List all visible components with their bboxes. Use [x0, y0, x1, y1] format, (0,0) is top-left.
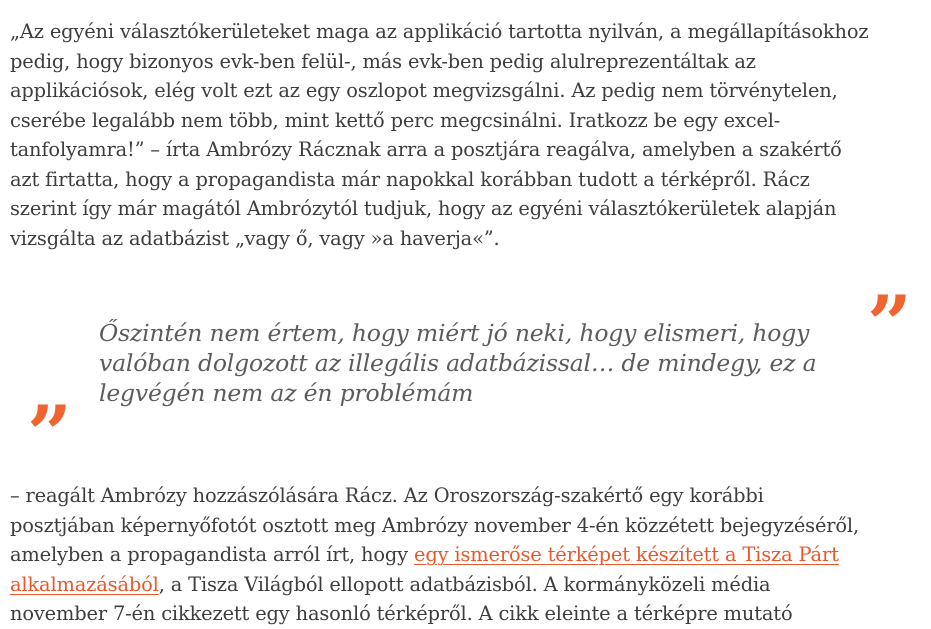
- paragraph-line: vizsgálta az adatbázist „vagy ő, vagy »a haverja«”.: [10, 226, 500, 250]
- paragraph-line: – reagált Ambrózy hozzászólására Rácz. Az Oroszország-szakértő egy korábbi: [10, 484, 764, 507]
- paragraph-line: azt firtatta, hogy a propagandista már napokkal korábban tudott a térképről. Rácz: [10, 167, 810, 191]
- blockquote: [10, 279, 925, 480]
- paragraph-line: posztjában képernyőfotót osztott meg Ambrózy november 4-én közzétett bejegyzéséről,: [10, 513, 859, 537]
- paragraph-quote-ambrozy: [10, 17, 868, 253]
- paragraph-line: „Az egyéni választókerületeket maga az applikáció tartotta nyilván, a megállapításokhoz: [10, 20, 869, 43]
- paragraph-line: applikációsok, elég volt ezt az egy oszlopot megvizsgálni. Az pedig nem törvénytelen,: [10, 79, 838, 102]
- open-quote-icon: ”: [867, 279, 912, 370]
- paragraph-line: [10, 570, 859, 600]
- blockquote-line: valóban dolgozott az illegális adatbázissal… de mindegy, ez a: [99, 349, 817, 377]
- paragraph-line: cserébe legalább nem több, mint kettő perc megcsinálni. Iratkozz be egy excel-: [10, 108, 781, 132]
- paragraph-text: , a Tisza Világból ellopott adatbázisból. A kormányközeli média: [158, 572, 771, 596]
- paragraph-line: tanfolyamra!” – írta Ambrózy Rácznak arra a posztjára reagálva, amelyben a szakértő: [10, 138, 842, 161]
- article-link[interactable]: alkalmazásából: [10, 572, 159, 596]
- paragraph-line: pedig, hogy bizonyos evk-ben felül-, más evk-ben pedig alulreprezentáltak az: [10, 49, 756, 73]
- paragraph-racz-reaction: [10, 481, 859, 629]
- paragraph-line: szerint így már magától Ambrózytól tudjuk, hogy az egyéni választókerületek alapján: [10, 197, 837, 220]
- close-quote-icon: ”: [27, 389, 72, 480]
- paragraph-line: [10, 540, 859, 570]
- article-link[interactable]: egy ismerőse térképet készített a Tisza Párt: [414, 543, 839, 566]
- paragraph-line: november 7-én cikkezett egy hasonló térképről. A cikk eleinte a térképre mutató: [10, 602, 793, 625]
- blockquote-line: legvégén nem az én problémám: [99, 379, 474, 407]
- paragraph-text: amelyben a propagandista arról írt, hogy: [10, 543, 414, 566]
- blockquote-text: [99, 318, 816, 408]
- blockquote-line: Őszintén nem értem, hogy miért jó neki, hogy elismeri, hogy: [99, 319, 810, 347]
